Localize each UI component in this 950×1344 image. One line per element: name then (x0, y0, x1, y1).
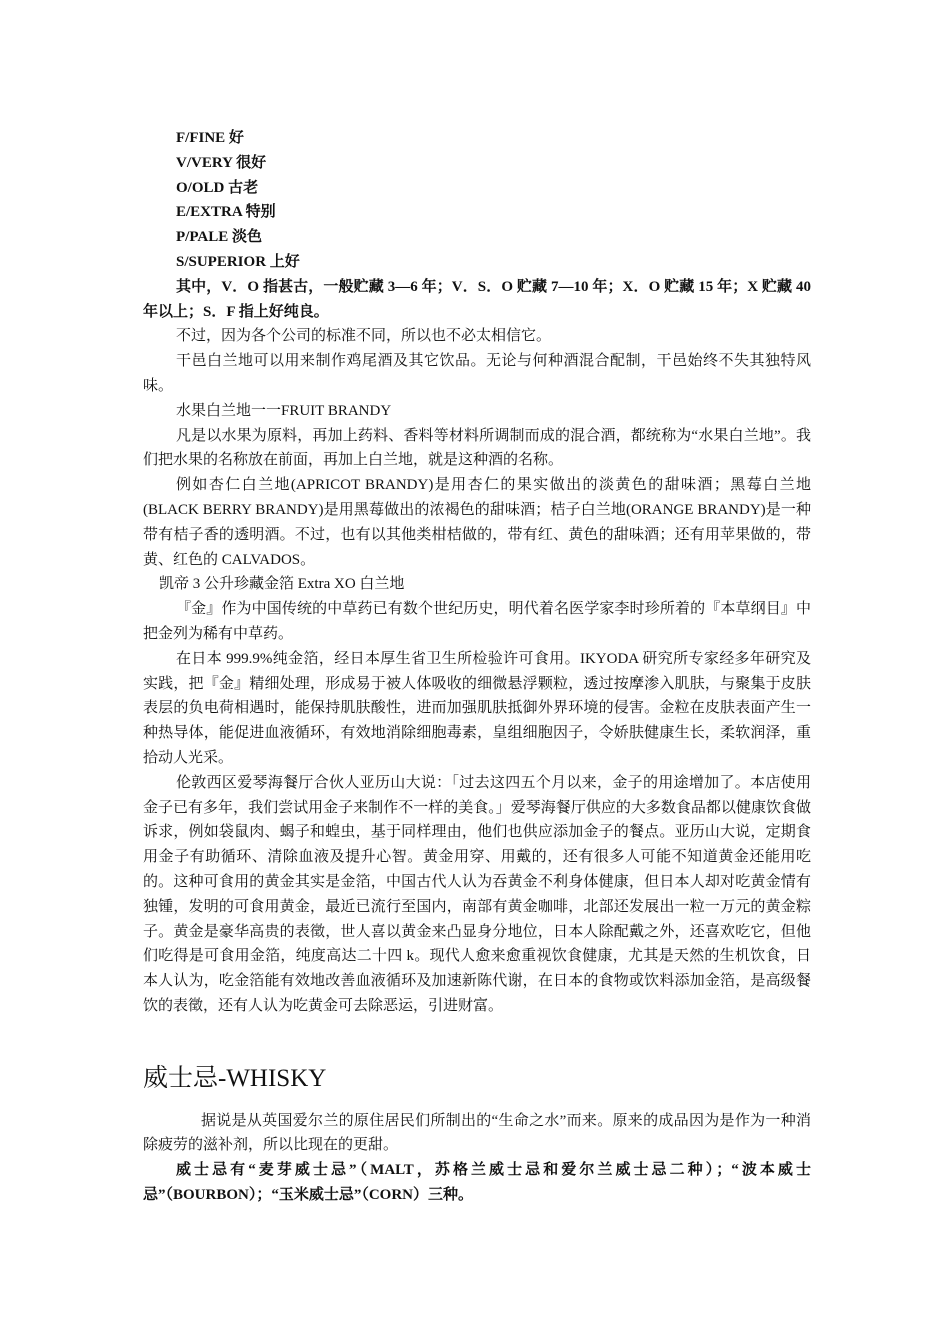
abbr-pale: P/PALE 淡色 (176, 229, 262, 246)
paragraph-whisky-types: 威士忌有“麦芽威士忌”（MALT，苏格兰威士忌和爱尔兰威士忌二种）；“波本威士忌”（BOURBON）；“玉米威士忌”（CORN）三种。 (143, 1162, 811, 1204)
abbr-extra: E/EXTRA 特别 (176, 204, 276, 221)
paragraph-fruit-brandy-examples: 例如杏仁白兰地(APRICOT BRANDY)是用杏仁的果实做出的淡黄色的甜味酒；黑莓白兰地(BLACK BERRY BRANDY)是用黑莓做出的浓褐色的甜味酒；桔子白兰地(ORANGE BRANDY)是一种带有桔子香的透明酒。不过，也有以其他类柑桔做的，带有红、黄色的甜味酒；还有用苹果做的，带黄、红色的 CALVADOS。 (143, 477, 811, 568)
paragraph-cocktail: 干邑白兰地可以用来制作鸡尾酒及其它饮品。无论与何种酒混合配制，干邑始终不失其独特风味。 (143, 353, 811, 394)
paragraph-fruit-brandy-title: 水果白兰地一一FRUIT BRANDY (176, 402, 392, 419)
paragraph-gold-history: 『金』作为中国传统的中草药已有数个世纪历史，明代着名医学家李时珍所着的『本草纲目』中把金列为稀有中草药。 (143, 601, 811, 642)
document-body (143, 126, 811, 1208)
abbr-very: V/VERY 很好 (176, 154, 267, 171)
paragraph-fruit-brandy-definition: 凡是以水果为原料，再加上药料、香料等材料所调制而成的混合酒，都统称为“水果白兰地”。我们把水果的名称放在前面，再加上白兰地，就是这种酒的名称。 (143, 427, 811, 469)
abbr-superior: S/SUPERIOR 上好 (176, 253, 300, 270)
paragraph-aging-grades: 其中，V．O 指甚古，一般贮藏 3—6 年；V．S．O 贮藏 7—10 年；X．O 贮藏 15 年；X 贮藏 40 年以上；S．F 指上好纯良。 (143, 278, 811, 320)
abbr-fine: F/FINE 好 (176, 130, 244, 146)
paragraph-london-restaurant: 伦敦西区爱琴海餐厅合伙人亚历山大说：「过去这四五个月以来，金子的用途增加了。本店使用金子已有多年，我们尝试用金子来制作不一样的美食。」爱琴海餐厅供应的大多数食品都以健康饮食做诉求，例如袋鼠肉、蝎子和蝗虫，基于同样理由，他们也供应添加金子的餐点。亚历山大说，定期食用金子有助循环、清除血液及提升心智。黄金用穿、用戴的，还有很多人可能不知道黄金还能用吃的。这种可食用的黄金其实是金箔，中国古代人认为吞黄金不利身体健康，但日本人却对吃黄金情有独锺，发明的可食用黄金，最近已流行至国内，南部有黄金咖啡，北部还发展出一粒一万元的黄金粽子。黄金是豪华高贵的表徵，世人喜以黄金来凸显身分地位，日本人除配戴之外，还喜欢吃它，但他们吃得是可食用金箔，纯度高达二十四 k。现代人愈来愈重视饮食健康，尤其是天然的生机饮食，日本人认为，吃金箔能有效地改善血液循环及加速新陈代谢，在日本的食物或饮料添加金箔，是高级餐饮的表徵，还有人认为吃黄金可去除恶运，引进财富。 (143, 774, 811, 1014)
paragraph-standards: 不过，因为各个公司的标准不同，所以也不必太相信它。 (176, 328, 552, 345)
paragraph-kaidi-product: 凯帝 3 公升珍藏金箔 Extra XO 白兰地 (159, 576, 405, 593)
paragraph-japan-gold-leaf: 在日本 999.9%纯金箔，经日本厚生省卫生所检验许可食用。IKYODA 研究所专家经多年研究及实践，把『金』精细处理，形成易于被人体吸收的细微悬浮颗粒，透过按摩渗入肌肤，与聚集于皮肤表层的负电荷相遇时，能保持肌肤酸性，进而加强肌肤抵御外界环境的侵害。金粒在皮肤表面产生一种热导体，能促进血液循环，有效地消除细胞毒素，皇组细胞因子，令娇肤健康生长，柔软润泽，重拾动人光采。 (143, 650, 811, 766)
paragraph-whisky-intro: 据说是从英国爱尔兰的原住居民们所制出的“生命之水”而来。原来的成品因为是作为一种消除疲劳的滋补剂，所以比现在的更甜。 (143, 1112, 811, 1154)
section-heading-whisky: 威士忌-WHISKY (143, 1064, 327, 1092)
abbr-old: O/OLD 古老 (176, 179, 259, 196)
